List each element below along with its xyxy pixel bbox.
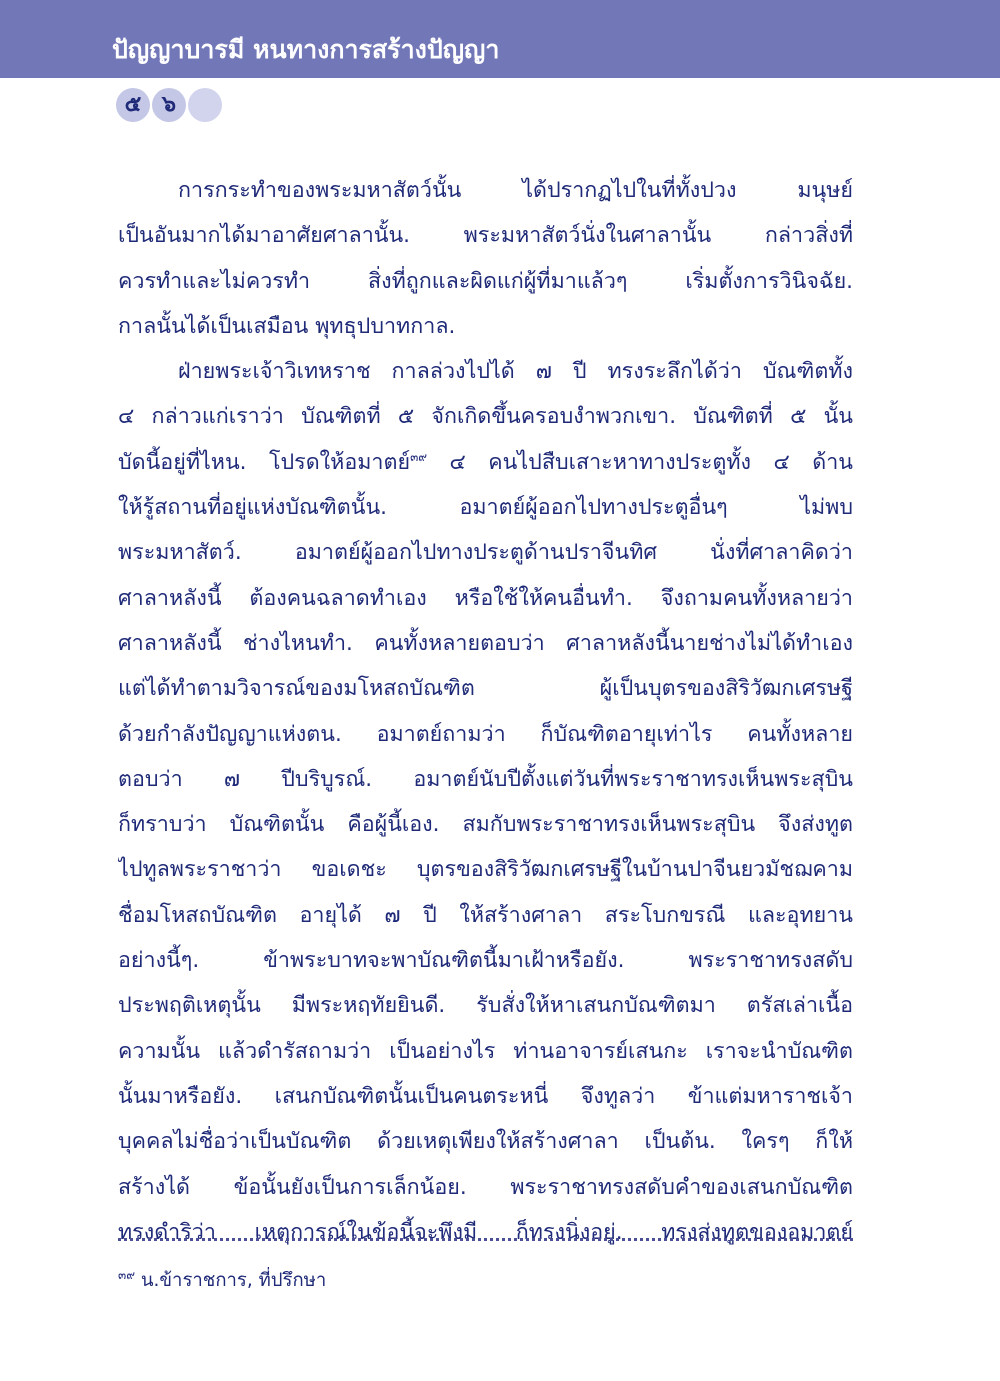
text-line: การกระทำของพระมหาสัตว์นั้น ได้ปรากฏไปในที่ทั้งปวง มนุษย์ (178, 178, 853, 203)
page-digit-circle-empty (188, 88, 222, 122)
text-line-with-footnote (118, 440, 853, 485)
text-line: เป็นอันมากได้มาอาศัยศาลานั้น. พระมหาสัตว์นั่งในศาลานั้น กล่าวสิ่งที่ (118, 223, 853, 249)
text-line: อย่างนี้ๆ. ข้าพระบาทจะพาบัณฑิตนี้มาเฝ้าหรือยัง. พระราชาทรงสดับ (118, 948, 853, 974)
page-digit: ๕ (124, 92, 142, 117)
text-line: สร้างได้ ข้อนั้นยังเป็นการเล็กน้อย. พระราชาทรงสดับคำของเสนกบัณฑิต (118, 1174, 853, 1200)
text-line: ตอบว่า ๗ ปีบริบูรณ์. อมาตย์นับปีตั้งแต่วันที่พระราชาทรงเห็นพระสุบิน (118, 766, 853, 792)
text-line: ไปทูลพระราชาว่า ขอเดชะ บุตรของสิริวัฒกเศรษฐีในบ้านปาจีนยวมัชฌคาม (118, 857, 853, 883)
text-line: ความนั้น แล้วดำรัสถามว่า เป็นอย่างไร ท่านอาจารย์เสนกะ เราจะนำบัณฑิต (118, 1038, 853, 1064)
text-line: ทรงดำริว่า เหตุการณ์ในข้อนี้จะพึงมี ก็ทรงนิ่งอยู่. ทรงส่งทูตของอมาตย์ (118, 1219, 853, 1245)
text-line: ก็ทราบว่า บัณฑิตนั้น คือผู้นี้เอง. สมกับพระราชาทรงเห็นพระสุบิน จึงส่งทูต (118, 812, 853, 838)
text-line: นั้นมาหรือยัง. เสนกบัณฑิตนั้นเป็นคนตระหนี่ จึงทูลว่า ข้าแต่มหาราชเจ้า (118, 1083, 853, 1109)
running-header-title: ปัญญาบารมี หนทางการสร้างปัญญา (112, 35, 500, 64)
footnote-ref: ๓๙ (410, 449, 428, 464)
page-digit-circle (152, 88, 186, 122)
text-line: ศาลาหลังนี้ ต้องคนฉลาดทำเอง หรือใช้ให้คนอื่นทำ. จึงถามคนทั้งหลายว่า (118, 585, 853, 611)
footnote-divider (118, 1238, 853, 1241)
text-line: ๔ กล่าวแก่เราว่า บัณฑิตที่ ๕ จักเกิดขึ้นครอบงำพวกเขา. บัณฑิตที่ ๕ นั้น (118, 404, 853, 430)
text-segment: ๔ คนไปสืบเสาะหาทางประตูทั้ง ๔ ด้าน (427, 449, 853, 475)
text-line: กาลนั้นได้เป็นเสมือน พุทธุปบาทกาล. (118, 313, 456, 339)
text-line: ให้รู้สถานที่อยู่แห่งบัณฑิตนั้น. อมาตย์ผู้ออกไปทางประตูอื่นๆ ไม่พบ (118, 495, 853, 521)
text-line: ศาลาหลังนี้ ช่างไหนทำ. คนทั้งหลายตอบว่า ศาลาหลังนี้นายช่างไม่ได้ทำเอง (118, 630, 853, 656)
text-line: ประพฤติเหตุนั้น มีพระหฤทัยยินดี. รับสั่งให้หาเสนกบัณฑิตมา ตรัสเล่าเนื้อ (118, 993, 853, 1019)
text-line: ควรทำและไม่ควรทำ สิ่งที่ถูกและผิดแก่ผู้ที่มาแล้วๆ เริ่มตั้งการวินิจฉัย. (118, 268, 853, 294)
text-line: บุคคลไม่ชื่อว่าเป็นบัณฑิต ด้วยเหตุเพียงให้สร้างศาลา เป็นต้น. ใครๆ ก็ให้ (118, 1129, 853, 1155)
footnote (118, 1266, 326, 1295)
text-line: ฝ่ายพระเจ้าวิเทหราช กาลล่วงไปได้ ๗ ปี ทรงระลึกได้ว่า บัณฑิตทั้ง (178, 359, 853, 385)
footnote-mark: ๓๙ (118, 1267, 135, 1282)
page-digit: ๖ (162, 92, 176, 117)
page-digit-circle (116, 88, 150, 122)
footnote-text: น.ข้าราชการ, ที่ปรึกษา (135, 1270, 327, 1291)
text-line: ชื่อมโหสถบัณฑิต อายุได้ ๗ ปี ให้สร้างศาลา สระโบกขรณี และอุทยาน (118, 902, 853, 928)
text-line: พระมหาสัตว์. อมาตย์ผู้ออกไปทางประตูด้านปราจีนทิศ นั่งที่ศาลาคิดว่า (118, 540, 853, 566)
body-text (118, 168, 853, 1255)
text-line: แต่ได้ทำตามวิจารณ์ของมโหสถบัณฑิต ผู้เป็นบุตรของสิริวัฒกเศรษฐี (118, 676, 853, 702)
text-segment: บัดนี้อยู่ที่ไหน. โปรดให้อมาตย์ (118, 449, 411, 475)
text-line: ด้วยกำลังปัญญาแห่งตน. อมาตย์ถามว่า ก็บัณฑิตอายุเท่าไร คนทั้งหลาย (118, 721, 853, 747)
